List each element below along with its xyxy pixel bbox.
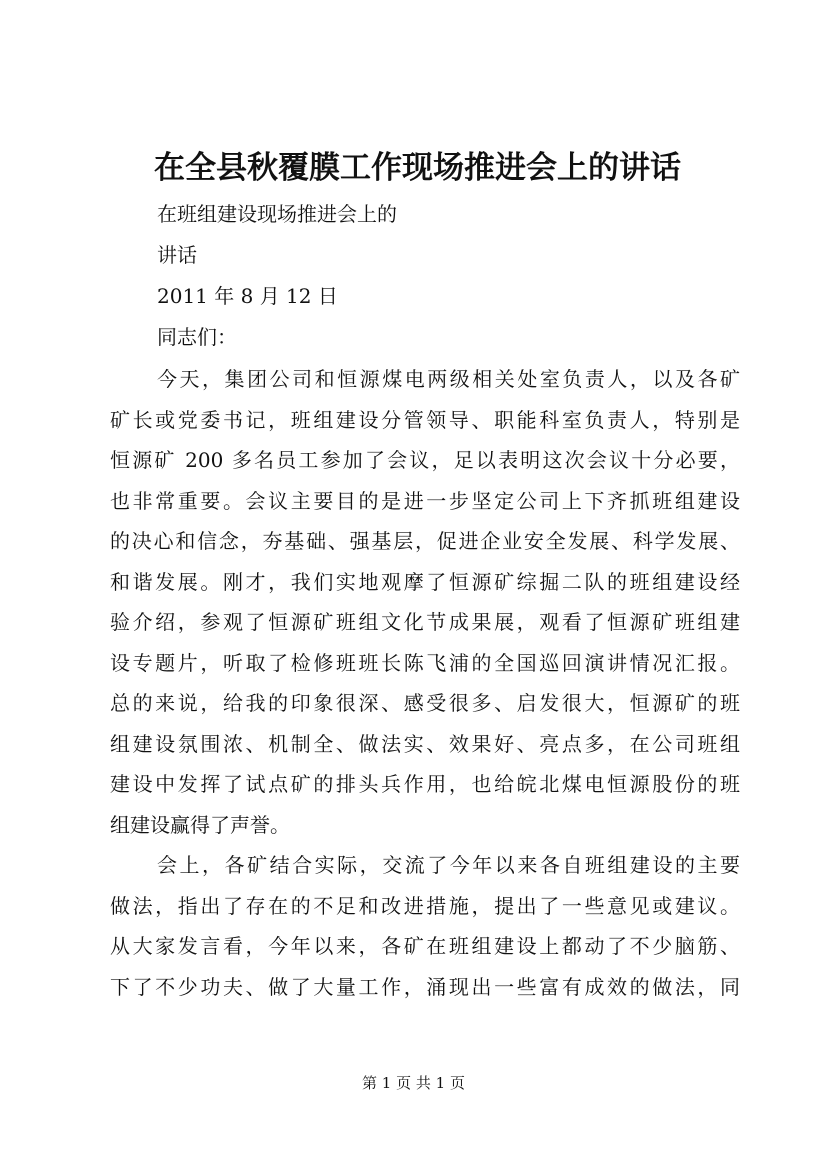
paragraph-1-line: 也非常重要。会议主要目的是进一步坚定公司上下齐抓班组建设 (110, 488, 740, 513)
paragraph-2-line: 会上，各矿结合实际，交流了今年以来各自班组建设的主要 (157, 853, 740, 877)
paragraph-2-line: 从大家发言看，今年以来，各矿在班组建设上都动了不少脑筋、 (110, 934, 740, 958)
paragraph-1-line: 设专题片，听取了检修班班长陈飞浦的全国巡回演讲情况汇报。 (110, 650, 740, 675)
body-text (110, 364, 740, 1012)
paragraph-1-line: 验介绍，参观了恒源矿班组文化节成果展，观看了恒源矿班组建 (110, 610, 740, 634)
subtitle-line-1: 在班组建设现场推进会上的 (157, 202, 397, 226)
salutation: 同志们： (157, 325, 237, 349)
paragraph-1-line: 总的来说，给我的印象很深、感受很多、启发很大，恒源矿的班 (110, 691, 740, 715)
paragraph-2-line: 做法，指出了存在的不足和改进措施，提出了一些意见或建议。 (110, 893, 740, 918)
paragraph-1-line: 的决心和信念，夯基础、强基层，促进企业安全发展、科学发展、 (110, 529, 740, 553)
paragraph-1-line: 恒源矿 200 多名员工参加了会议，足以表明这次会议十分必要， (110, 448, 740, 472)
paragraph-1-line: 今天，集团公司和恒源煤电两级相关处室负责人，以及各矿 (157, 367, 740, 391)
paragraph-2-line: 下了不少功夫、做了大量工作，涌现出一些富有成效的做法，同 (110, 974, 740, 999)
document-date: 2011 年 8 月 12 日 (157, 284, 338, 308)
paragraph-1-line: 建设中发挥了试点矿的排头兵作用，也给皖北煤电恒源股份的班 (110, 772, 740, 796)
paragraph-1-line: 矿长或党委书记，班组建设分管领导、职能科室负责人，特别是 (110, 407, 740, 432)
page-footer: 第 1 页 共 1 页 (362, 1074, 465, 1092)
paragraph-1-line: 组建设赢得了声誉。 (110, 812, 290, 837)
paragraph-1-line: 组建设氛围浓、机制全、做法实、效果好、亮点多，在公司班组 (110, 731, 740, 756)
document-title: 在全县秋覆膜工作现场推进会上的讲话 (154, 150, 681, 186)
paragraph-1-line: 和谐发展。刚才，我们实地观摩了恒源矿综掘二队的班组建设经 (110, 569, 740, 594)
subtitle-line-2: 讲话 (157, 243, 197, 267)
